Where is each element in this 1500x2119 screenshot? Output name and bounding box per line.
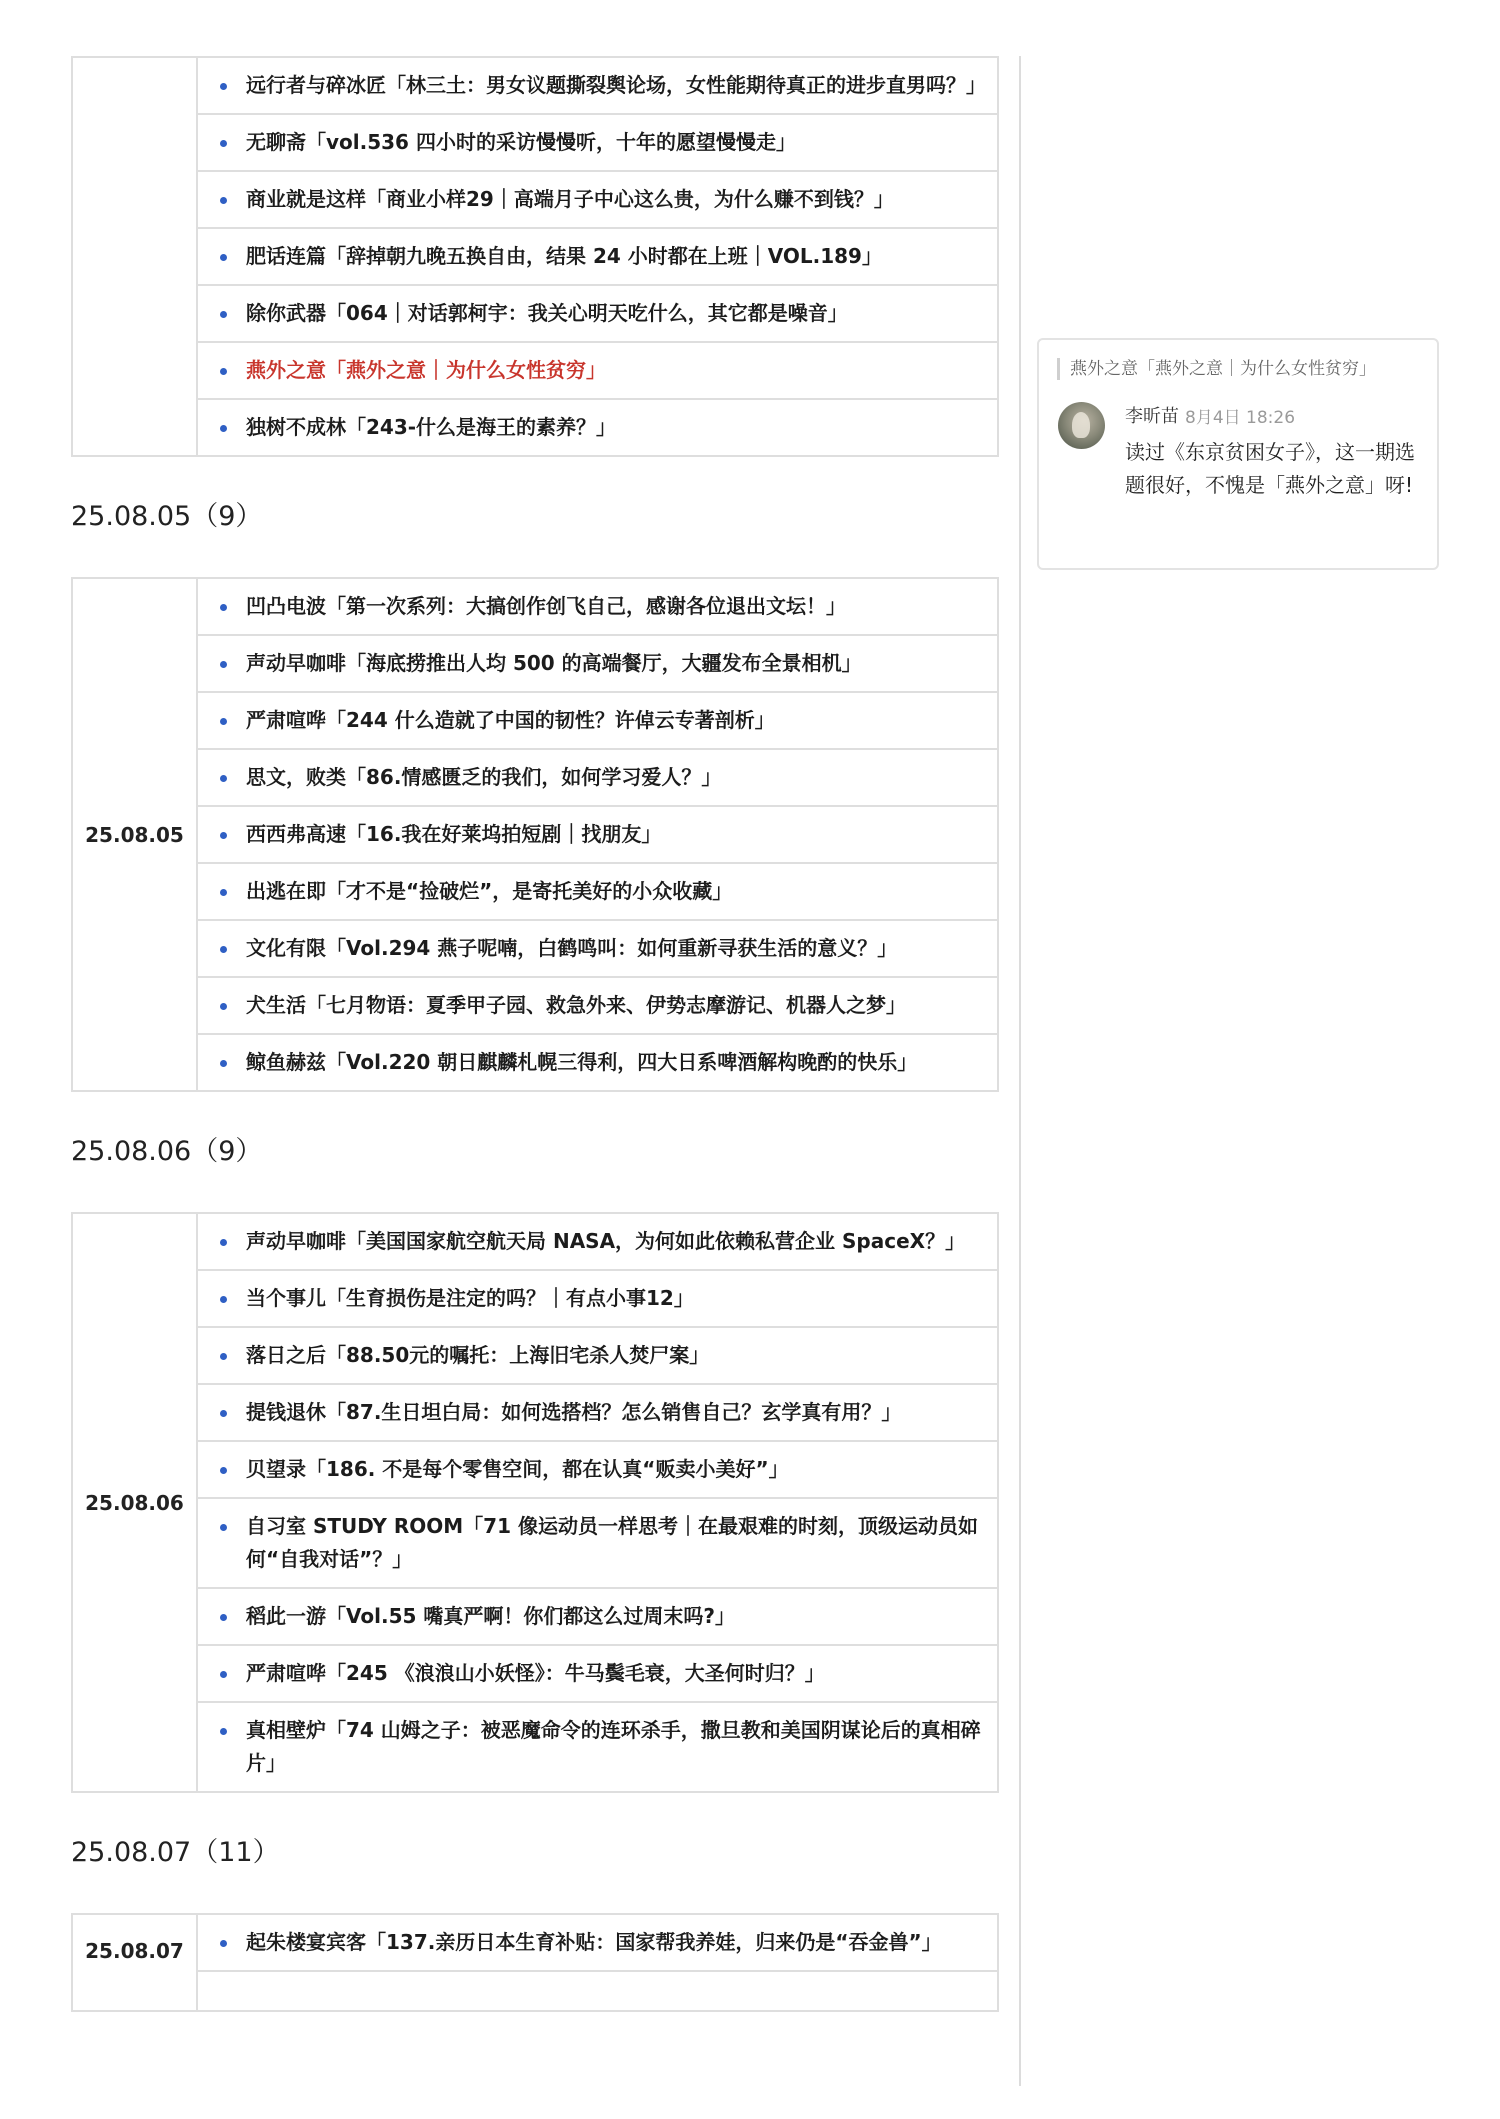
date-cell: 25.08.07: [72, 1914, 197, 2011]
day-heading: 25.08.05（9）: [71, 501, 263, 532]
table-row: [72, 228, 998, 285]
table-row: [72, 1441, 998, 1498]
list-item[interactable]: 除你武器「064｜对话郭柯宇：我关心明天吃什么，其它都是噪音」: [197, 285, 998, 342]
list-item[interactable]: 严肃喧哗「244 什么造就了中国的韧性？许倬云专著剖析」: [197, 692, 998, 749]
table-row: [72, 920, 998, 977]
list-item[interactable]: 自习室 STUDY ROOM「71 像运动员一样思考｜在最艰难的时刻，顶级运动员如何“自我对话”？」: [197, 1498, 998, 1588]
table-row: [72, 1702, 998, 1792]
comment-card[interactable]: [1037, 338, 1439, 570]
table-row: [72, 399, 998, 456]
table-row: [72, 1270, 998, 1327]
day-table: [71, 1212, 999, 1793]
list-item[interactable]: 无聊斋「vol.536 四小时的采访慢慢听，十年的愿望慢慢走」: [197, 114, 998, 171]
list-item[interactable]: 文化有限「Vol.294 燕子呢喃，白鹤鸣叫：如何重新寻获生活的意义？」: [197, 920, 998, 977]
table-row: [72, 57, 998, 114]
day-heading: 25.08.06（9）: [71, 1136, 263, 1167]
table-row: [72, 578, 998, 635]
list-item[interactable]: 鲸鱼赫兹「Vol.220 朝日麒麟札幌三得利，四大日系啤酒解构晚酌的快乐」: [197, 1034, 998, 1091]
list-item-highlighted[interactable]: 燕外之意「燕外之意｜为什么女性贫穷」: [197, 342, 998, 399]
table-row: [72, 1971, 998, 2011]
table-row: [72, 635, 998, 692]
comment-quote[interactable]: 燕外之意「燕外之意｜为什么女性贫穷」: [1057, 358, 1376, 380]
table-row: [72, 1327, 998, 1384]
comment-text: 读过《东京贫困女子》，这一期选题很好，不愧是「燕外之意」呀!: [1125, 440, 1415, 497]
table-row: [72, 1588, 998, 1645]
comment-username[interactable]: 李昕苗: [1125, 406, 1179, 427]
list-item[interactable]: 起朱楼宴宾客「137.亲历日本生育补贴：国家帮我养娃，归来仍是“吞金兽”」: [197, 1914, 998, 1971]
list-item[interactable]: 当个事儿「生育损伤是注定的吗？｜有点小事12」: [197, 1270, 998, 1327]
table-row: [72, 285, 998, 342]
list-item[interactable]: 声动早咖啡「美国国家航空航天局 NASA，为何如此依赖私营企业 SpaceX？」: [197, 1213, 998, 1270]
list-item[interactable]: 思文，败类「86.情感匮乏的我们，如何学习爱人？」: [197, 749, 998, 806]
table-row: [72, 806, 998, 863]
list-item[interactable]: 严肃喧哗「245 《浪浪山小妖怪》：牛马鬓毛衰，大圣何时归？」: [197, 1645, 998, 1702]
day-heading: 25.08.07（11）: [71, 1837, 280, 1868]
day-table: [71, 56, 999, 457]
date-cell: 25.08.05: [72, 578, 197, 1091]
table-row: [72, 114, 998, 171]
list-item[interactable]: 西西弗高速「16.我在好莱坞拍短剧｜找朋友」: [197, 806, 998, 863]
date-cell: 25.08.06: [72, 1213, 197, 1792]
day-table: [71, 577, 999, 1092]
column-divider: [1019, 56, 1021, 2086]
table-row: [72, 692, 998, 749]
date-cell: [72, 57, 197, 456]
list-item[interactable]: 出逃在即「才不是“捡破烂”，是寄托美好的小众收藏」: [197, 863, 998, 920]
list-item[interactable]: 稻此一游「Vol.55 嘴真严啊！你们都这么过周末吗?」: [197, 1588, 998, 1645]
table-row: [72, 342, 998, 399]
table-row: [72, 1498, 998, 1588]
table-row: [72, 749, 998, 806]
table-row: [72, 1384, 998, 1441]
comment-timestamp: 8月4日 18:26: [1185, 408, 1296, 428]
table-row: [72, 1213, 998, 1270]
list-item[interactable]: 远行者与碎冰匠「林三土：男女议题撕裂舆论场，女性能期待真正的进步直男吗？」: [197, 57, 998, 114]
list-item-empty: [197, 1971, 998, 2011]
list-item[interactable]: 凹凸电波「第一次系列：大搞创作创飞自己，感谢各位退出文坛！」: [197, 578, 998, 635]
table-row: [72, 863, 998, 920]
table-row: [72, 1914, 998, 1971]
avatar[interactable]: [1058, 402, 1105, 449]
list-item[interactable]: 提钱退休「87.生日坦白局：如何选搭档？怎么销售自己？玄学真有用？」: [197, 1384, 998, 1441]
list-item[interactable]: 商业就是这样「商业小样29｜高端月子中心这么贵，为什么赚不到钱？」: [197, 171, 998, 228]
table-row: [72, 1034, 998, 1091]
table-row: [72, 1645, 998, 1702]
list-item[interactable]: 落日之后「88.50元的嘱托：上海旧宅杀人焚尸案」: [197, 1327, 998, 1384]
list-item[interactable]: 声动早咖啡「海底捞推出人均 500 的高端餐厅，大疆发布全景相机」: [197, 635, 998, 692]
list-item[interactable]: 犬生活「七月物语：夏季甲子园、救急外来、伊势志摩游记、机器人之梦」: [197, 977, 998, 1034]
episode-list: [71, 56, 999, 2012]
list-item[interactable]: 肥话连篇「辞掉朝九晚五换自由，结果 24 小时都在上班｜VOL.189」: [197, 228, 998, 285]
list-item[interactable]: 贝望录「186. 不是每个零售空间，都在认真“贩卖小美好”」: [197, 1441, 998, 1498]
table-row: [72, 977, 998, 1034]
table-row: [72, 171, 998, 228]
list-item[interactable]: 独树不成林「243-什么是海王的素养？」: [197, 399, 998, 456]
day-table: [71, 1913, 999, 2012]
list-item[interactable]: 真相壁炉「74 山姆之子：被恶魔命令的连环杀手，撒旦教和美国阴谋论后的真相碎片」: [197, 1702, 998, 1792]
